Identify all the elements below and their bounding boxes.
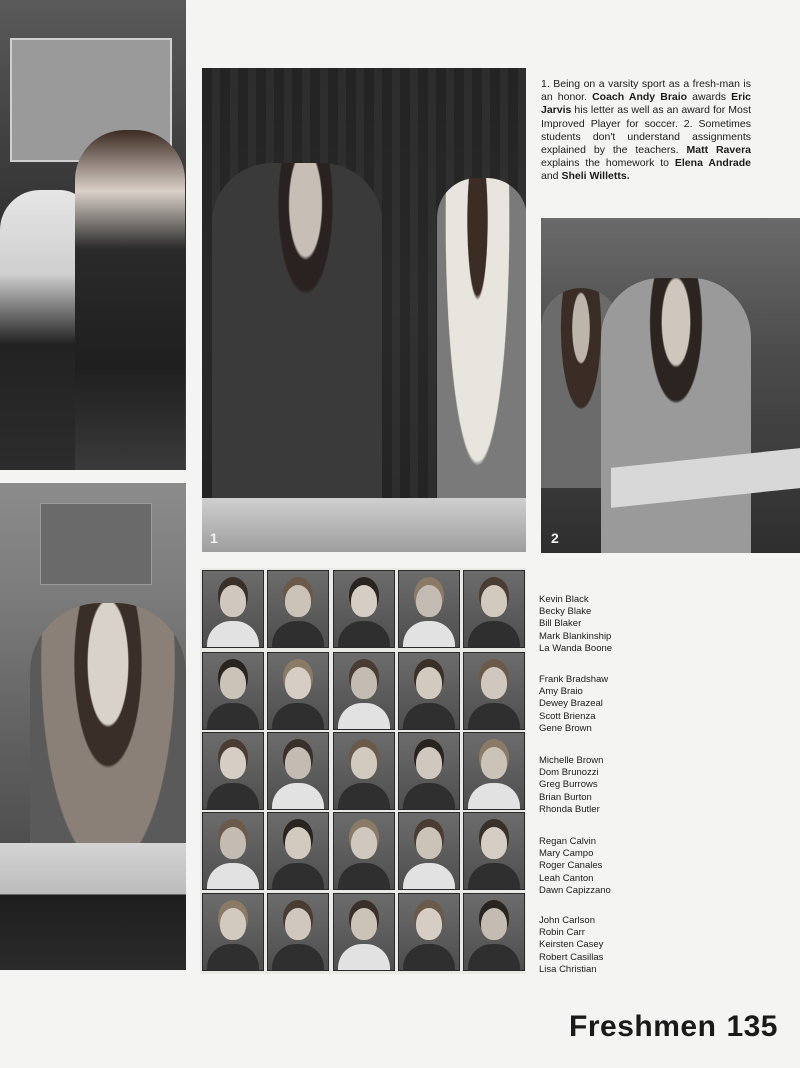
- student-name: La Wanda Boone: [539, 642, 613, 654]
- portrait-face: [481, 667, 507, 699]
- student-portrait: [463, 893, 525, 971]
- student-name: Roger Canales: [539, 860, 603, 872]
- name-list-row-3: [539, 755, 603, 816]
- student-portrait: [202, 812, 264, 890]
- portrait-shoulders: [272, 703, 324, 730]
- portrait-shoulders: [468, 621, 520, 648]
- student-name: Michelle Brown: [539, 755, 604, 766]
- student-name: Becky Blake: [539, 606, 592, 618]
- student-name: John Carlson: [539, 915, 595, 926]
- student-portrait: [267, 893, 329, 971]
- student-portrait: [398, 570, 460, 648]
- portrait-face: [220, 827, 246, 859]
- section-title: Freshmen: [569, 1010, 717, 1043]
- portrait-shoulders: [207, 703, 259, 730]
- student-portrait: [267, 652, 329, 730]
- caption-text: 1. Being on a varsity sport as a fresh-man is an honor.: [541, 78, 751, 104]
- portrait-face: [416, 585, 442, 617]
- student-portrait: [463, 732, 525, 810]
- student-name: Dawn Capizzano: [539, 884, 611, 896]
- portrait-shoulders: [338, 703, 390, 730]
- student-name: Dom Brunozzi: [539, 767, 599, 779]
- student-portrait: [202, 732, 264, 810]
- student-name: Rhonda Butler: [539, 803, 600, 815]
- portrait-face: [416, 908, 442, 940]
- student-portrait: [333, 570, 395, 648]
- caption-name: Coach Andy Braio: [592, 91, 688, 104]
- portrait-face: [416, 747, 442, 779]
- portrait-face: [220, 667, 246, 699]
- portrait-shoulders: [272, 783, 324, 810]
- student-portrait: [202, 652, 264, 730]
- student-name: Kevin Black: [539, 594, 589, 605]
- photo-left-bottom: [0, 483, 186, 970]
- portrait-shoulders: [207, 944, 259, 971]
- student-name: Lisa Christian: [539, 963, 597, 975]
- portrait-shoulders: [338, 944, 390, 971]
- caption-name: Matt Ravera: [686, 144, 752, 157]
- student-portrait: [463, 570, 525, 648]
- student-name: Scott Brienza: [539, 710, 596, 722]
- portrait-face: [285, 747, 311, 779]
- portrait-face: [285, 908, 311, 940]
- page-footer: [569, 1010, 778, 1044]
- student-name: Bill Blaker: [539, 618, 582, 630]
- portrait-face: [481, 585, 507, 617]
- student-portrait: [398, 732, 460, 810]
- portrait-grid: [200, 568, 526, 974]
- photo-figure: [437, 178, 526, 552]
- student-portrait: [202, 570, 264, 648]
- caption-name: Elena Andrade: [674, 157, 751, 170]
- student-portrait: [398, 652, 460, 730]
- portrait-face: [285, 827, 311, 859]
- portrait-face: [351, 908, 377, 940]
- portrait-shoulders: [338, 621, 390, 648]
- student-name: Keirsten Casey: [539, 939, 604, 951]
- student-name: Robert Casillas: [539, 951, 604, 963]
- photo-desk: [0, 843, 186, 970]
- portrait-shoulders: [207, 783, 259, 810]
- student-portrait: [463, 652, 525, 730]
- portrait-face: [481, 747, 507, 779]
- caption-name: Sheli Willetts.: [561, 170, 630, 183]
- student-portrait: [202, 893, 264, 971]
- portrait-face: [416, 667, 442, 699]
- student-name: Frank Bradshaw: [539, 674, 609, 685]
- student-name: Mark Blankinship: [539, 630, 612, 642]
- caption-name: Eric Jarvis: [541, 91, 751, 117]
- student-portrait: [267, 812, 329, 890]
- photo-left-top: [0, 0, 186, 470]
- student-portrait: [267, 570, 329, 648]
- student-portrait: [267, 732, 329, 810]
- caption-text: awards: [687, 91, 732, 104]
- photo-figure: [212, 163, 382, 508]
- portrait-shoulders: [272, 863, 324, 890]
- name-list-row-5: [539, 915, 603, 976]
- student-name: Brian Burton: [539, 791, 592, 803]
- caption-text: explains the homework to: [541, 157, 675, 170]
- portrait-face: [220, 908, 246, 940]
- portrait-face: [351, 667, 377, 699]
- student-portrait: [398, 812, 460, 890]
- student-name: Regan Calvin: [539, 836, 597, 847]
- portrait-face: [351, 585, 377, 617]
- portrait-shoulders: [272, 944, 324, 971]
- portrait-face: [416, 827, 442, 859]
- student-name: Amy Braio: [539, 686, 583, 698]
- portrait-shoulders: [468, 703, 520, 730]
- caption-text: his letter as well as an award for Most Improved Player for soccer. 2. Sometimes students don't understand assignments explained by the teachers.: [541, 104, 751, 157]
- portrait-face: [285, 667, 311, 699]
- portrait-face: [351, 747, 377, 779]
- portrait-shoulders: [468, 863, 520, 890]
- classroom-poster: [40, 503, 152, 585]
- caption-text: and: [541, 170, 562, 183]
- portrait-face: [481, 908, 507, 940]
- portrait-face: [220, 747, 246, 779]
- student-portrait: [333, 812, 395, 890]
- photo-award: [202, 68, 526, 552]
- student-name: Greg Burrows: [539, 779, 598, 791]
- student-name: Robin Carr: [539, 927, 585, 939]
- student-name: Dewey Brazeal: [539, 698, 603, 710]
- photo-homework: [541, 218, 800, 553]
- portrait-shoulders: [403, 944, 455, 971]
- portrait-shoulders: [403, 621, 455, 648]
- portrait-face: [285, 585, 311, 617]
- portrait-shoulders: [403, 703, 455, 730]
- photo-table: [202, 498, 526, 552]
- name-list-row-2: [539, 674, 608, 735]
- student-portrait: [463, 812, 525, 890]
- student-portrait: [333, 652, 395, 730]
- portrait-shoulders: [468, 783, 520, 810]
- name-list-row-4: [539, 836, 611, 897]
- student-portrait: [398, 893, 460, 971]
- portrait-shoulders: [403, 863, 455, 890]
- portrait-shoulders: [207, 863, 259, 890]
- photo-caption: [541, 78, 751, 184]
- name-list-row-1: [539, 594, 612, 655]
- photo-figure: [601, 278, 751, 553]
- student-name: Mary Campo: [539, 848, 594, 860]
- portrait-face: [351, 827, 377, 859]
- portrait-shoulders: [338, 783, 390, 810]
- portrait-shoulders: [338, 863, 390, 890]
- photo-figure: [75, 130, 185, 470]
- photo-number: 2: [551, 530, 559, 546]
- portrait-face: [220, 585, 246, 617]
- student-portrait: [333, 893, 395, 971]
- photo-number: 1: [210, 530, 218, 546]
- portrait-face: [481, 827, 507, 859]
- portrait-shoulders: [272, 621, 324, 648]
- portrait-shoulders: [403, 783, 455, 810]
- student-name: Leah Canton: [539, 872, 594, 884]
- portrait-shoulders: [207, 621, 259, 648]
- portrait-shoulders: [468, 944, 520, 971]
- page-number: 135: [726, 1010, 778, 1043]
- student-portrait: [333, 732, 395, 810]
- student-name: Gene Brown: [539, 722, 592, 734]
